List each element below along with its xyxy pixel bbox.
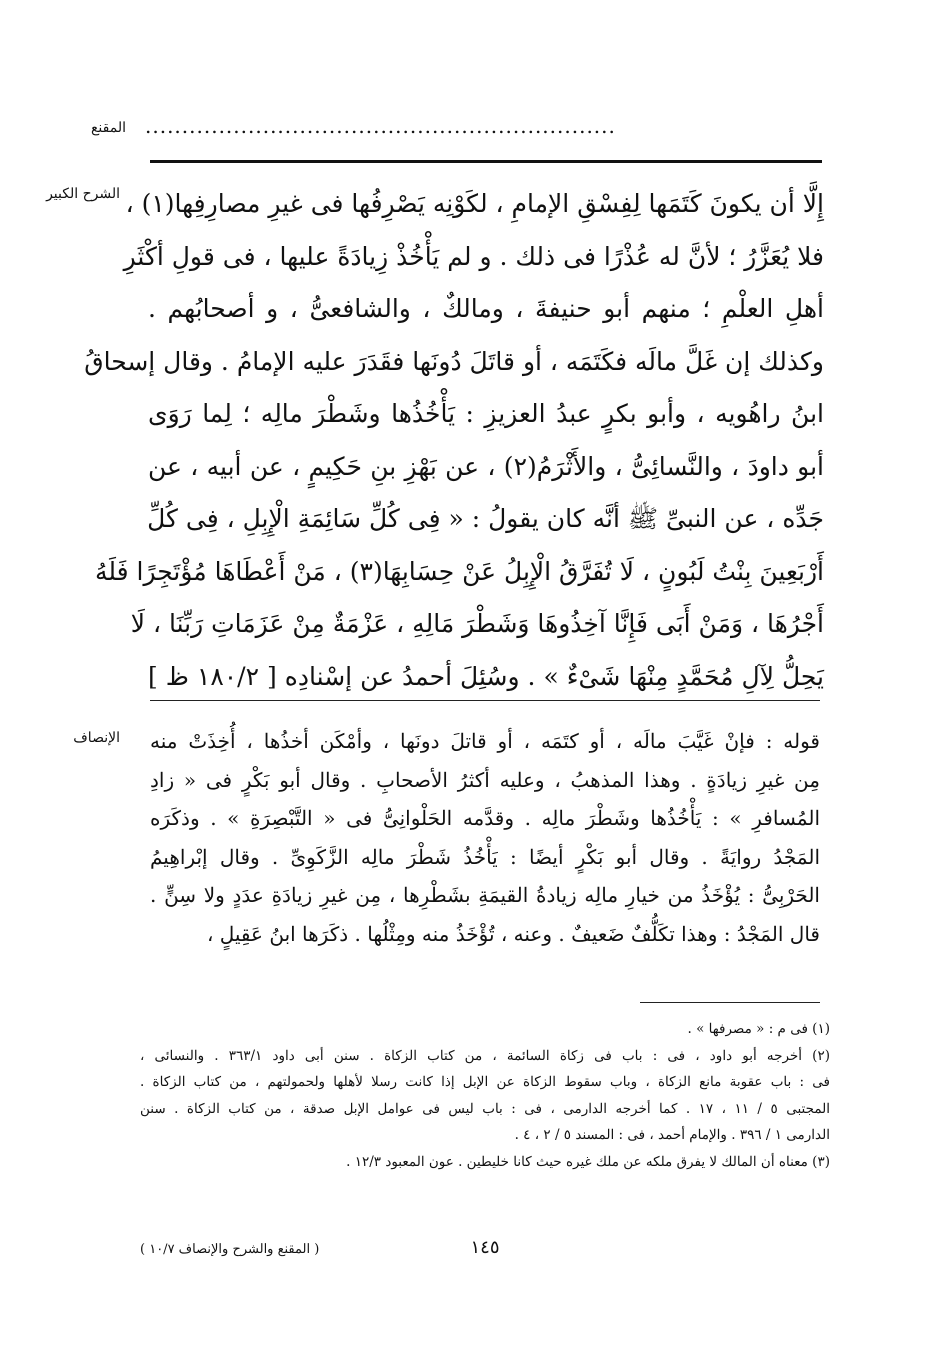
- sharh-commentary: [84, 178, 824, 703]
- page-number: ١٤٥: [470, 1237, 500, 1258]
- text-line: أَرْبَعِينَ بِنْتُ لَبُونٍ ، لَا تُفَرَّقُ الْإِبِلُ عَنْ حِسَابِهَا(٣) ، مَنْ أَعْطَاهَا مُؤْتَجِرًا فَلَهُ: [94, 556, 824, 586]
- footnote-line: فى : باب عقوبة مانع الزكاة ، وباب سقوط الزكاة عن الإبل إذا كانت رسلا لأهلها ولحمولتهم ، من كتاب الزكاة .: [140, 1074, 830, 1090]
- section-label-sharh: الشرح الكبير: [46, 186, 120, 202]
- footnote-rule: [640, 1002, 820, 1003]
- footnote-line: (٢) أخرجه أبو داود ، فى : باب فى زكاة السائمة ، من كتاب الزكاة . سنن أبى داود ٣٦٣/١ . والنسائى ،: [140, 1047, 830, 1064]
- text-line: المَجْدُ روايَةً . وقال أبو بَكْرٍ أيضًا : يَأْخُذُ شَطْرَ مالِه الزَّكَوِىِّ . وقال إبْراهِيمُ: [150, 844, 820, 869]
- section-label-insaf: الإنصاف: [73, 730, 120, 746]
- footnotes: [140, 1016, 830, 1175]
- insaf-commentary: [150, 722, 820, 953]
- text-line: جَدِّه ، عن النبىِّ ﷺ أنَّه كان يقولُ : « فِى كُلِّ سَائِمَةِ الْإِبِلِ ، فِى كُلِّ: [147, 504, 824, 533]
- text-line: الحَرْبِىُّ : يُؤْخَذُ من خيارِ مالِه زيادةُ القيمَةِ بشَطْرِها ، مِن غيرِ زيادَةِ عدَدٍ ولا سِنٍّ .: [150, 883, 820, 907]
- footnote-line: الدارمى ١ / ٣٩٦ . والإمام أحمد ، فى : المسند ٥ / ٢ ، ٤ .: [514, 1127, 830, 1143]
- footnote-line: المجتبى ٥ / ١١ ، ١٧ . كما أخرجه الدارمى ، فى : باب ليس فى عوامل الإبل صدقة ، من كتاب الزكاة . سنن: [140, 1100, 830, 1117]
- text-line: قوله : فإنْ غَيَّبَ مالَه ، أو كتَمَه ، أو قاتلَ دونَها ، وأمْكَن أخذُها ، أُخِذَتْ منه: [150, 729, 820, 753]
- text-line: وكذلك إن غَلَّ مالَه فكَتَمَه ، أو قاتَلَ دُونَها فقَدَرَ عليه الإمامُ . وقال إسحاقُ: [84, 346, 824, 376]
- text-line: قال المَجْدُ : وهذا تكَلُّفٌ ضَعيفٌ . وعنه ، تُؤْخَذُ منه ومِثْلُها . ذكَرَها ابنُ عَقِيلٍ ،: [206, 921, 820, 946]
- volume-reference: ( المقنع والشرح والإنصاف ١٠/٧ ): [140, 1242, 320, 1257]
- footnote-line: (٣) معناه أن المالك لا يفرق ملكه عن ملك غيره حيث كانا خليطين . عون المعبود ١٢/٣ .: [346, 1153, 830, 1170]
- text-line: إِلَّا أن يكونَ كَتَمَها لِفِسْقِ الإمامِ ، لكَوْنِه يَصْرِفُها فى غيرِ مصارِفِها(١) ،: [125, 189, 824, 218]
- header-dotted-leader: ................................................................: [145, 114, 616, 138]
- text-line: يَحِلُّ لِآلِ مُحَمَّدٍ مِنْهَا شَىْءٌ » . وسُئِلَ أحمدُ عن إسْنادِه [ ١٨٠/٢ ظ ]: [148, 661, 824, 691]
- text-line: مِن غيرِ زيادَةٍ . وهذا المذهبُ ، وعليه أكثرُ الأصحابِ . وقال أبو بَكْرٍ فى « زادِ: [150, 767, 820, 792]
- text-line: أبو داودَ ، والنَّسائِىُّ ، والأَثْرَمُ(٢) ، عن بَهْزِ بنِ حَكِيمٍ ، عن أبيه ، عن: [148, 451, 824, 481]
- running-header-title: المقنع: [90, 120, 126, 136]
- text-line: ابنُ راهُويه ، وأبو بكرٍ عبدُ العزيزِ : يَأْخُذُها وشَطْرَ مالِه ؛ لِما رَوَى: [148, 399, 824, 428]
- text-line: أهلِ العلْمِ ؛ منهم أبو حنيفةَ ، ومالكٌ ، والشافعىُّ ، و أصحابُهم .: [148, 294, 824, 323]
- text-line: المُسافرِ » : يَأْخُذُها وشَطْرَ مالِه . وقدَّمه الحَلْوانِىُّ فى « التَّبْصِرَةِ » . وذكَرَه: [150, 806, 820, 830]
- text-line: فلا يُعَزَّرُ ؛ لأنَّ له عُذْرًا فى ذلك . و لم يَأْخُذْ زِيادَةً عليها ، فى قولِ أكْثَرِ: [123, 241, 824, 271]
- text-line: أَجْرُهَا ، وَمَنْ أَبَى فَإِنَّا آخِذُوهَا وَشَطْرَ مَالِهِ ، عَزْمَةٌ مِنْ عَزَمَاتِ رَبِّنَا ، لَا: [130, 609, 824, 638]
- section-divider: [150, 700, 820, 701]
- footnote-line: (١) فى م : « مصرفها » .: [687, 1021, 830, 1037]
- header-rule: [150, 160, 822, 163]
